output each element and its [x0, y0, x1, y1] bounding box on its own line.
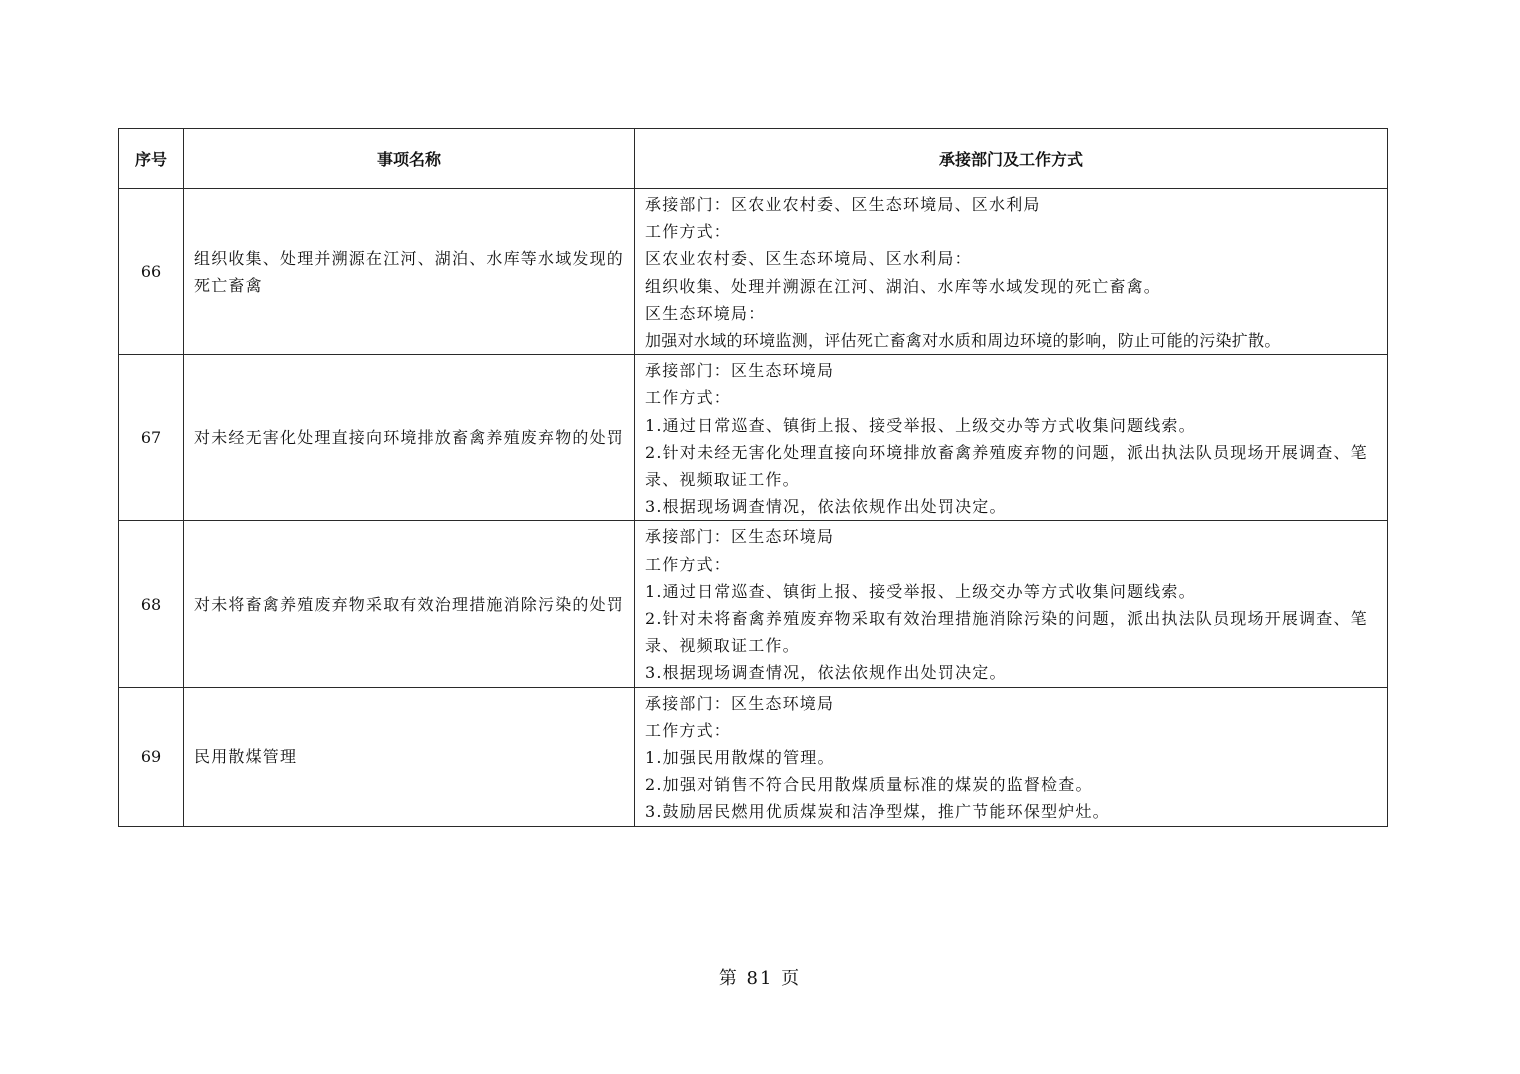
row-matter-name: 组织收集、处理并溯源在江河、湖泊、水库等水域发现的死亡畜禽 — [184, 189, 635, 355]
row-serial-number: 67 — [119, 355, 184, 521]
dept-line: 3.根据现场调查情况，依法依规作出处罚决定。 — [645, 663, 1007, 683]
table-row — [119, 687, 1388, 826]
dept-line: 2.针对未经无害化处理直接向环境排放畜禽养殖废弃物的问题，派出执法队员现场开展调查、笔录、视频取证工作。 — [645, 442, 1368, 490]
row-department-method — [635, 521, 1388, 687]
dept-line: 承接部门：区生态环境局 — [645, 361, 835, 381]
row-matter-name: 对未将畜禽养殖废弃物采取有效治理措施消除污染的处罚 — [184, 521, 635, 687]
dept-line: 2.针对未将畜禽养殖废弃物采取有效治理措施消除污染的问题，派出执法队员现场开展调查、笔录、视频取证工作。 — [645, 609, 1368, 656]
dept-line: 工作方式： — [645, 720, 732, 740]
header-serial-number: 序号 — [119, 129, 184, 189]
row-serial-number: 66 — [119, 189, 184, 355]
dept-line: 区生态环境局： — [645, 303, 766, 323]
dept-line: 1.通过日常巡查、镇街上报、接受举报、上级交办等方式收集问题线索。 — [645, 415, 1196, 435]
row-serial-number: 68 — [119, 521, 184, 687]
dept-line: 工作方式： — [645, 554, 732, 574]
header-department-method: 承接部门及工作方式 — [635, 129, 1388, 189]
row-department-method — [635, 355, 1388, 521]
row-department-method — [635, 687, 1388, 826]
dept-line: 加强对水域的环境监测，评估死亡畜禽对水质和周边环境的影响，防止可能的污染扩散。 — [645, 331, 1281, 351]
table-row — [119, 521, 1388, 687]
dept-line: 组织收集、处理并溯源在江河、湖泊、水库等水域发现的死亡畜禽。 — [645, 276, 1162, 296]
row-department-method — [635, 189, 1388, 355]
dept-line: 承接部门：区生态环境局 — [645, 693, 835, 713]
page-number: 第 81 页 — [718, 968, 802, 989]
dept-line: 3.鼓励居民燃用优质煤炭和洁净型煤，推广节能环保型炉灶。 — [645, 802, 1110, 822]
header-matter-name: 事项名称 — [184, 129, 635, 189]
dept-line: 1.加强民用散煤的管理。 — [645, 748, 835, 768]
dept-line: 3.根据现场调查情况，依法依规作出处罚决定。 — [645, 497, 1007, 517]
table-row — [119, 355, 1388, 521]
row-matter-name: 对未经无害化处理直接向环境排放畜禽养殖废弃物的处罚 — [184, 355, 635, 521]
table-header-row — [119, 129, 1388, 189]
matters-table — [118, 128, 1388, 827]
dept-line: 2.加强对销售不符合民用散煤质量标准的煤炭的监督检查。 — [645, 775, 1093, 795]
dept-line: 工作方式： — [645, 388, 732, 408]
dept-line: 工作方式： — [645, 222, 732, 242]
row-serial-number: 69 — [119, 687, 184, 826]
dept-line: 1.通过日常巡查、镇街上报、接受举报、上级交办等方式收集问题线索。 — [645, 581, 1196, 601]
table-row — [119, 189, 1388, 355]
row-matter-name: 民用散煤管理 — [184, 687, 635, 826]
dept-line: 承接部门：区生态环境局 — [645, 527, 835, 547]
dept-line: 承接部门：区农业农村委、区生态环境局、区水利局 — [645, 195, 1041, 214]
dept-line: 区农业农村委、区生态环境局、区水利局： — [645, 249, 972, 269]
